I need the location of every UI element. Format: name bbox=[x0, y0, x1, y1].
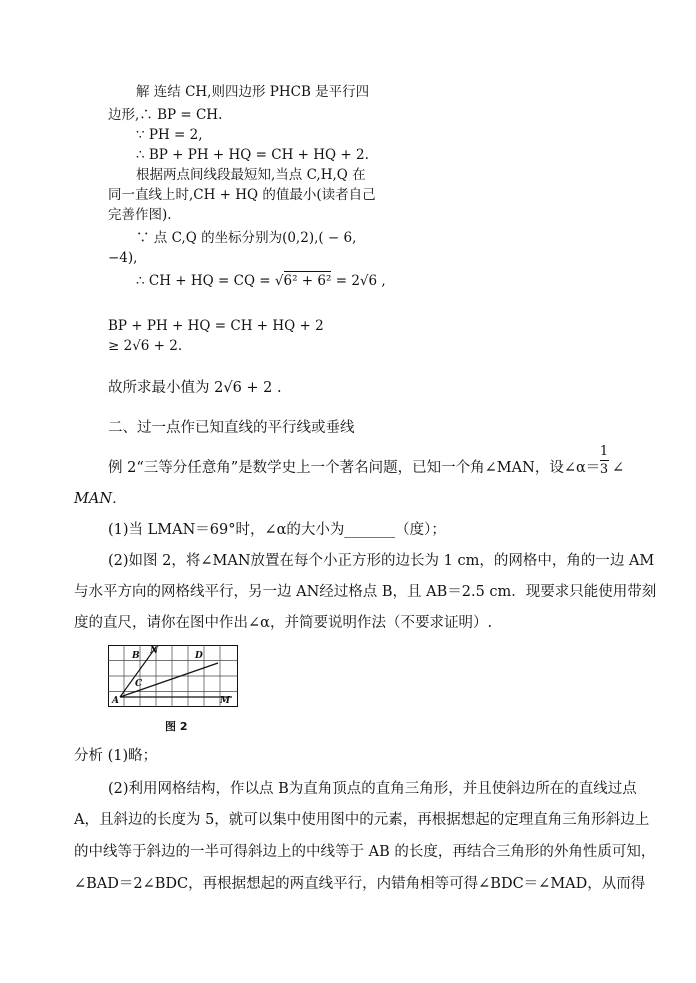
example-2-line-1-post: ∠ bbox=[612, 460, 625, 476]
conclusion-line: 故所求最小值为 2√6 + 2 . bbox=[108, 380, 282, 396]
label-M: M bbox=[220, 696, 230, 706]
solution-line-7: 完善作图). bbox=[108, 207, 172, 223]
solution-line-10-pre: ∴ CH + HQ = CQ = bbox=[136, 273, 275, 289]
label-A: A bbox=[112, 696, 119, 706]
label-C: C bbox=[135, 679, 143, 689]
label-D: D bbox=[195, 651, 203, 661]
solution-line-2: 边形,∴ BP = CH. bbox=[108, 107, 223, 123]
solution-line-12: ≥ 2√6 + 2. bbox=[108, 338, 183, 354]
analysis-line-1: 分析 (1)略； bbox=[74, 748, 158, 764]
solution-line-9: −4), bbox=[108, 250, 138, 266]
figure-caption: 图 2 bbox=[165, 720, 188, 733]
solution-line-11: BP + PH + HQ = CH + HQ + 2 bbox=[108, 318, 324, 334]
solution-line-4: ∴ BP + PH + HQ = CH + HQ + 2. bbox=[136, 147, 369, 163]
label-N: N bbox=[150, 646, 159, 656]
question-2-line-3: 度的直尺，请你在图中作出∠α，并简要说明作法（不要求证明）. bbox=[74, 615, 493, 631]
solution-line-6: 同一直线上时,CH + HQ 的值最小(读者自己 bbox=[108, 187, 376, 203]
analysis-line-3: A，且斜边的长度为 5，就可以集中使用图中的元素，再根据想起的定理直角三角形斜边上 bbox=[74, 812, 650, 828]
question-1: (1)当 LMAN＝69°时，∠α的大小为_______（度）； bbox=[108, 522, 446, 538]
analysis-line-5: ∠BAD＝2∠BDC，再根据想起的两直线平行，内错角相等可得∠BDC＝∠MAD，从而得 bbox=[74, 876, 646, 892]
question-2-line-1: (2)如图 2，将∠MAN放置在每个小正方形的边长为 1 cm，的网格中，角的一边 AM bbox=[108, 553, 655, 569]
sqrt-symbol: √ bbox=[274, 273, 284, 289]
fraction-bar bbox=[600, 460, 609, 461]
one-third-fraction bbox=[596, 444, 612, 477]
section-2-title: 二、过一点作已知直线的平行线或垂线 bbox=[108, 420, 355, 436]
solution-line-5: 根据两点间线段最短知,当点 C,H,Q 在 bbox=[136, 167, 366, 183]
solution-line-3: ∵ PH = 2, bbox=[136, 127, 203, 143]
solution-line-8: ∵ 点 C,Q 的坐标分别为(0,2),( − 6, bbox=[136, 230, 357, 246]
label-B: B bbox=[132, 651, 140, 661]
solution-line-10 bbox=[136, 272, 386, 290]
solution-line-1: 解 连结 CH,则四边形 PHCB 是平行四 bbox=[136, 84, 370, 100]
fraction-denominator: 3 bbox=[599, 462, 609, 477]
example-2-line-2: MAN． bbox=[74, 491, 127, 507]
figure-2-grid bbox=[108, 645, 238, 707]
analysis-line-4: 的中线等于斜边的一半可得斜边上的中线等于 AB 的长度，再结合三角形的外角性质可知， bbox=[74, 844, 656, 860]
analysis-line-2: (2)利用网格结构，作以点 B为直角顶点的直角三角形，并且使斜边所在的直线过点 bbox=[108, 781, 637, 797]
example-2-line-1 bbox=[108, 459, 600, 477]
example-2-line-1-pre: 例 2“三等分任意角”是数学史上一个著名问题，已知一个角∠MAN，设∠α＝ bbox=[108, 460, 601, 476]
fraction-numerator: 1 bbox=[599, 444, 609, 459]
radicand: 6² + 6² bbox=[283, 273, 332, 289]
solution-line-10-post: = 2√6 , bbox=[331, 273, 386, 289]
question-2-line-2: 与水平方向的网格线平行，另一边 AN经过格点 B，且 AB＝2.5 cm．现要求只能使用带刻 bbox=[74, 584, 657, 600]
